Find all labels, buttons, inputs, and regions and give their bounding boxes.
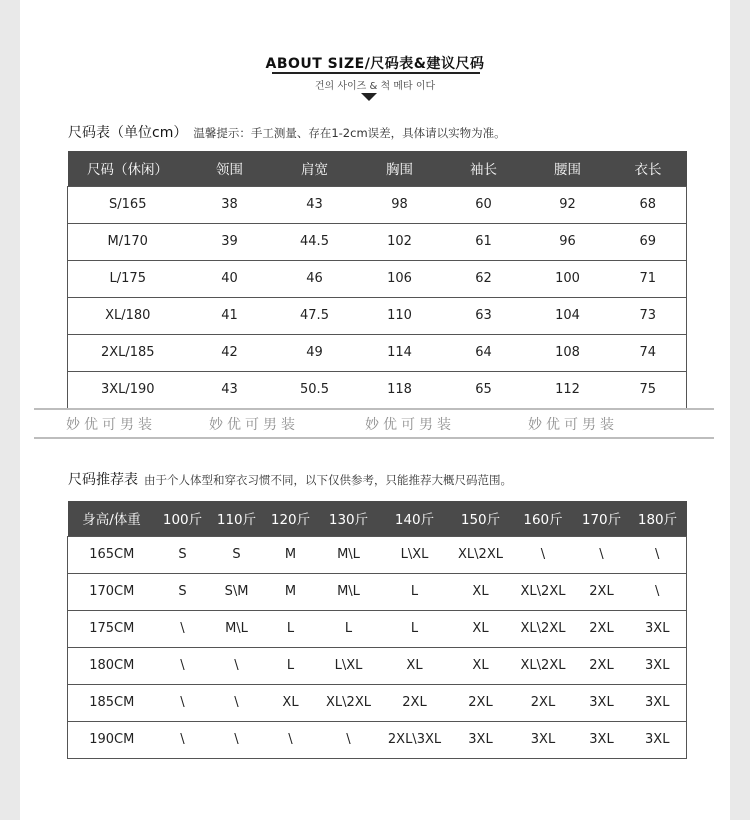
column-header: 腰围	[526, 151, 610, 186]
table-cell: XL	[450, 647, 512, 684]
table-cell: 104	[526, 297, 610, 334]
table-cell: M\L	[210, 610, 264, 647]
table-row	[68, 573, 687, 610]
row-label-cell: 170CM	[68, 573, 156, 610]
column-header: 160斤	[512, 501, 575, 536]
row-label-cell: 185CM	[68, 684, 156, 721]
recommend-chart-title: 尺码推荐表	[68, 472, 138, 488]
table-cell: S\M	[210, 573, 264, 610]
table-cell: \	[156, 721, 210, 758]
table-cell: M	[264, 573, 318, 610]
table-cell: 62	[442, 260, 526, 297]
table-cell: 63	[442, 297, 526, 334]
column-header: 尺码（休闲）	[68, 151, 188, 186]
table-cell: S	[210, 536, 264, 573]
table-cell: \	[156, 647, 210, 684]
table-cell: 47.5	[272, 297, 358, 334]
table-cell: 114	[358, 334, 442, 371]
table-cell: S	[156, 573, 210, 610]
table-cell: 46	[272, 260, 358, 297]
table-row	[68, 647, 687, 684]
table-cell: L\XL	[318, 647, 380, 684]
table-cell: 100	[526, 260, 610, 297]
table-row	[68, 610, 687, 647]
column-header: 身高/体重	[68, 501, 156, 536]
table-row	[68, 223, 687, 260]
table-cell: \	[575, 536, 629, 573]
table-cell: 110	[358, 297, 442, 334]
column-header: 100斤	[156, 501, 210, 536]
size-chart-table	[67, 151, 687, 409]
table-cell: XL	[450, 573, 512, 610]
table-cell: 40	[188, 260, 272, 297]
table-cell: L	[264, 647, 318, 684]
column-header: 170斤	[575, 501, 629, 536]
table-cell: 2XL	[450, 684, 512, 721]
down-arrow-icon	[361, 93, 377, 101]
table-cell: XL	[450, 610, 512, 647]
column-header: 袖长	[442, 151, 526, 186]
table-cell: 65	[442, 371, 526, 408]
table-row	[68, 297, 687, 334]
watermark-band-top	[34, 408, 714, 410]
row-label-cell: 180CM	[68, 647, 156, 684]
table-cell: L	[380, 573, 450, 610]
table-cell: 64	[442, 334, 526, 371]
column-header: 120斤	[264, 501, 318, 536]
column-header: 150斤	[450, 501, 512, 536]
recommend-chart-table	[67, 501, 687, 759]
table-row	[68, 260, 687, 297]
table-cell: 96	[526, 223, 610, 260]
table-cell: 43	[188, 371, 272, 408]
row-label-cell: 175CM	[68, 610, 156, 647]
table-cell: XL\2XL	[512, 647, 575, 684]
table-cell: \	[264, 721, 318, 758]
table-cell: 3XL	[629, 647, 687, 684]
table-cell: 60	[442, 186, 526, 223]
table-cell: M	[264, 536, 318, 573]
table-cell: \	[156, 610, 210, 647]
table-cell: XL\2XL	[512, 573, 575, 610]
row-label-cell: S/165	[68, 186, 188, 223]
column-header: 180斤	[629, 501, 687, 536]
table-cell: 2XL	[575, 573, 629, 610]
table-cell: M\L	[318, 536, 380, 573]
column-header: 衣长	[610, 151, 687, 186]
column-header: 肩宽	[272, 151, 358, 186]
table-cell: 69	[610, 223, 687, 260]
column-header: 110斤	[210, 501, 264, 536]
table-cell: \	[629, 536, 687, 573]
table-row	[68, 721, 687, 758]
table-cell: \	[629, 573, 687, 610]
table-cell: 2XL	[380, 684, 450, 721]
page-subtitle: 건의 사이즈 & 척 메타 이다	[314, 81, 436, 92]
table-cell: 92	[526, 186, 610, 223]
table-cell: XL	[264, 684, 318, 721]
table-cell: 2XL	[575, 647, 629, 684]
watermark-text: 妙优可男装	[209, 417, 299, 433]
table-cell: 2XL\3XL	[380, 721, 450, 758]
table-cell: 38	[188, 186, 272, 223]
table-cell: 50.5	[272, 371, 358, 408]
table-cell: 3XL	[450, 721, 512, 758]
table-row	[68, 684, 687, 721]
table-cell: \	[210, 684, 264, 721]
table-row	[68, 536, 687, 573]
table-cell: 41	[188, 297, 272, 334]
table-cell: 3XL	[629, 610, 687, 647]
row-label-cell: 2XL/185	[68, 334, 188, 371]
table-cell: 102	[358, 223, 442, 260]
table-cell: 3XL	[512, 721, 575, 758]
table-cell: 75	[610, 371, 687, 408]
table-cell: 73	[610, 297, 687, 334]
table-cell: \	[512, 536, 575, 573]
table-cell: L\XL	[380, 536, 450, 573]
watermark-text: 妙优可男装	[528, 417, 618, 433]
table-cell: 71	[610, 260, 687, 297]
table-cell: 61	[442, 223, 526, 260]
table-cell: L	[264, 610, 318, 647]
table-cell: 43	[272, 186, 358, 223]
row-label-cell: XL/180	[68, 297, 188, 334]
table-cell: XL\2XL	[512, 610, 575, 647]
table-cell: 118	[358, 371, 442, 408]
table-row	[68, 371, 687, 408]
table-cell: \	[156, 684, 210, 721]
table-cell: 3XL	[575, 684, 629, 721]
column-header: 130斤	[318, 501, 380, 536]
recommend-chart-heading	[68, 469, 512, 489]
row-label-cell: L/175	[68, 260, 188, 297]
table-cell: 3XL	[575, 721, 629, 758]
table-cell: 3XL	[629, 721, 687, 758]
table-cell: 2XL	[512, 684, 575, 721]
table-row	[68, 186, 687, 223]
table-cell: 112	[526, 371, 610, 408]
title-underline	[272, 72, 480, 74]
table-cell: XL\2XL	[450, 536, 512, 573]
column-header: 140斤	[380, 501, 450, 536]
recommend-chart-note: 由于个人体型和穿衣习惯不同，以下仅供参考，只能推荐大概尺码范围。	[144, 473, 512, 487]
watermark-text: 妙优可男装	[365, 417, 455, 433]
table-cell: 42	[188, 334, 272, 371]
table-cell: 98	[358, 186, 442, 223]
table-cell: 49	[272, 334, 358, 371]
table-cell: 3XL	[629, 684, 687, 721]
table-cell: \	[318, 721, 380, 758]
table-cell: 108	[526, 334, 610, 371]
watermark-band-bottom	[34, 437, 714, 439]
table-cell: 39	[188, 223, 272, 260]
table-cell: 74	[610, 334, 687, 371]
size-chart-heading	[68, 122, 506, 142]
table-cell: \	[210, 721, 264, 758]
table-cell: \	[210, 647, 264, 684]
table-cell: M\L	[318, 573, 380, 610]
table-cell: 44.5	[272, 223, 358, 260]
table-cell: 68	[610, 186, 687, 223]
size-chart-note: 温馨提示：手工测量、存在1-2cm误差，具体请以实物为准。	[193, 126, 506, 140]
table-cell: 2XL	[575, 610, 629, 647]
row-label-cell: 165CM	[68, 536, 156, 573]
table-cell: S	[156, 536, 210, 573]
column-header: 领围	[188, 151, 272, 186]
row-label-cell: M/170	[68, 223, 188, 260]
table-cell: L	[380, 610, 450, 647]
size-chart-title: 尺码表（单位cm）	[68, 125, 188, 141]
page-title: ABOUT SIZE/尺码表&建议尺码	[265, 56, 485, 72]
row-label-cell: 190CM	[68, 721, 156, 758]
table-cell: XL	[380, 647, 450, 684]
table-cell: XL\2XL	[318, 684, 380, 721]
table-cell: 106	[358, 260, 442, 297]
row-label-cell: 3XL/190	[68, 371, 188, 408]
watermark-text: 妙优可男装	[66, 417, 156, 433]
column-header: 胸围	[358, 151, 442, 186]
table-cell: L	[318, 610, 380, 647]
table-row	[68, 334, 687, 371]
